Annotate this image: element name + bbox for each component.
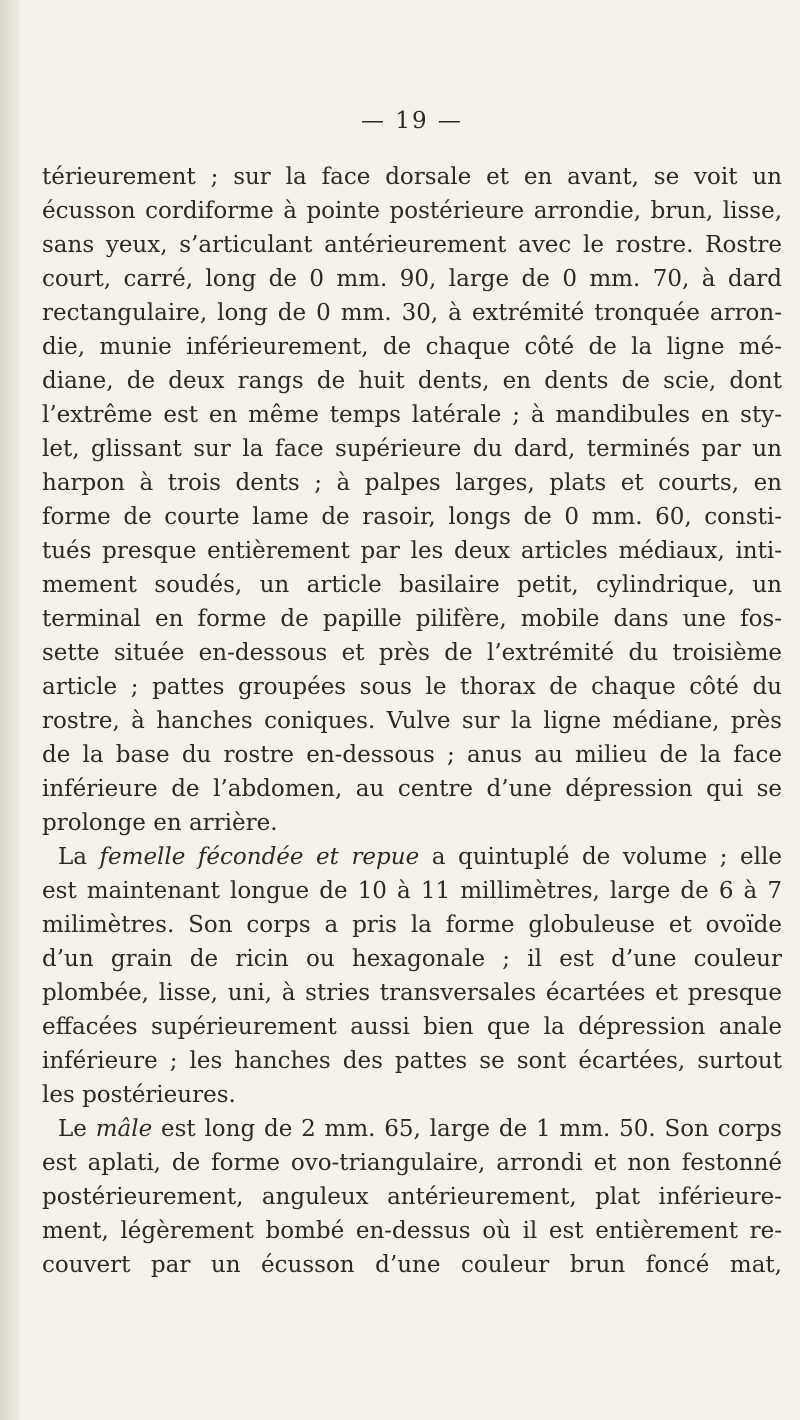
text-line: rostre, à hanches coniques. Vulve sur la ligne médiane, près — [42, 708, 782, 734]
text-line: est maintenant longue de 10 à 11 millimètres, large de 6 à 7 — [42, 878, 782, 904]
scan-edge-shadow — [0, 0, 22, 1420]
text-run: La — [58, 844, 100, 870]
text-line: l’extrême est en même temps latérale ; à mandibules en sty- — [42, 402, 782, 428]
text-line: de la base du rostre en-dessous ; anus au milieu de la face — [42, 742, 782, 768]
text-line: prolonge en arrière. — [42, 810, 278, 836]
text-run: est long de 2 mm. 65, large de 1 mm. 50. Son corps — [152, 1116, 782, 1142]
text-line: écusson cordiforme à pointe postérieure arrondie, brun, lisse, — [42, 198, 782, 224]
text-line — [42, 840, 782, 874]
text-line: article ; pattes groupées sous le thorax de chaque côté du — [42, 674, 782, 700]
text-run: a quintuplé de volume ; elle — [419, 844, 782, 870]
text-line: tués presque entièrement par les deux articles médiaux, inti- — [42, 538, 782, 564]
text-line: rectangulaire, long de 0 mm. 30, à extrémité tronquée arron- — [42, 300, 782, 326]
text-line: d’un grain de ricin ou hexagonale ; il est d’une couleur — [42, 946, 782, 972]
text-line: effacées supérieurement aussi bien que la dépression anale — [42, 1014, 782, 1040]
text-line: couvert par un écusson d’une couleur brun foncé mat, — [42, 1252, 782, 1278]
body-text — [42, 160, 782, 1282]
text-line: est aplati, de forme ovo-triangulaire, arrondi et non festonné — [42, 1150, 782, 1176]
text-line: forme de courte lame de rasoir, longs de 0 mm. 60, consti- — [42, 504, 782, 530]
text-line: sans yeux, s’articulant antérieurement avec le rostre. Rostre — [42, 232, 782, 258]
text-line: ment, légèrement bombé en-dessus où il est entièrement re- — [42, 1218, 782, 1244]
text-line: terminal en forme de papille pilifère, mobile dans une fos- — [42, 606, 782, 632]
italic-term: mâle — [95, 1116, 153, 1142]
text-line: let, glissant sur la face supérieure du dard, terminés par un — [42, 436, 782, 462]
text-line: postérieurement, anguleux antérieurement, plat inférieure- — [42, 1184, 782, 1210]
text-line: die, munie inférieurement, de chaque côté de la ligne mé- — [42, 334, 782, 360]
text-line: mement soudés, un article basilaire petit, cylindrique, un — [42, 572, 782, 598]
text-line: milimètres. Son corps a pris la forme globuleuse et ovoïde — [42, 912, 782, 938]
text-line: les postérieures. — [42, 1082, 236, 1108]
text-line: court, carré, long de 0 mm. 90, large de 0 mm. 70, à dard — [42, 266, 782, 292]
text-line — [42, 1112, 782, 1146]
book-page — [42, 0, 782, 1420]
text-line: inférieure ; les hanches des pattes se sont écartées, surtout — [42, 1048, 782, 1074]
text-line: diane, de deux rangs de huit dents, en dents de scie, dont — [42, 368, 782, 394]
text-run: Le — [58, 1116, 96, 1142]
page-number: — 19 — — [361, 108, 463, 134]
text-line: inférieure de l’abdomen, au centre d’une dépression qui se — [42, 776, 782, 802]
text-line: térieurement ; sur la face dorsale et en avant, se voit un — [42, 164, 782, 190]
text-line: sette située en-dessous et près de l’extrémité du troisième — [42, 640, 782, 666]
text-line: plombée, lisse, uni, à stries transversales écartées et presque — [42, 980, 782, 1006]
italic-term: femelle fécondée et repue — [99, 844, 420, 870]
text-line: harpon à trois dents ; à palpes larges, plats et courts, en — [42, 470, 782, 496]
